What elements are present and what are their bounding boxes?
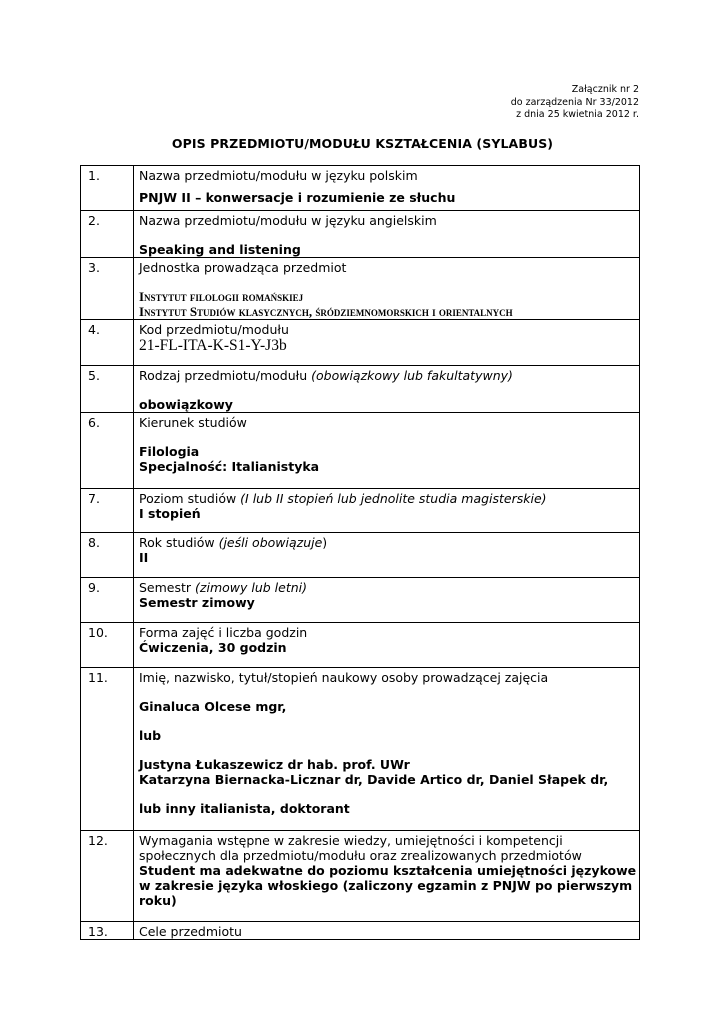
row-content [134,413,640,489]
row-number: 3. [81,258,134,320]
row-number: 13. [81,922,134,940]
row-number: 4. [81,320,134,366]
table-row [81,578,640,623]
attachment-note [511,84,639,122]
row-number: 5. [81,366,134,413]
row-content [134,489,640,533]
field-value: Justyna Łukaszewicz dr hab. prof. UWr [139,757,410,772]
field-label: Poziom studiów (I lub II stopień lub jednolite studia magisterskie) [139,491,547,506]
field-value: Speaking and listening [139,242,301,257]
table-row [81,533,640,578]
field-value: Semestr zimowy [139,595,255,610]
field-label: Kod przedmiotu/modułu [139,322,289,337]
field-value: Filologia [139,444,200,459]
table-row [81,922,640,940]
attachment-line-1: Załącznik nr 2 [571,84,639,95]
table-row [81,258,640,320]
field-label: Jednostka prowadząca przedmiot [139,260,347,275]
syllabus-table [80,165,640,940]
row-number: 10. [81,623,134,668]
row-content [134,320,640,366]
row-number: 1. [81,166,134,211]
table-row [81,668,640,831]
table-row [81,366,640,413]
field-label: Nazwa przedmiotu/modułu w języku polskim [139,168,418,183]
row-content [134,623,640,668]
field-value: Specjalność: Italianistyka [139,459,320,474]
field-value: II [139,550,149,565]
attachment-line-3: z dnia 25 kwietnia 2012 r. [516,109,639,120]
field-label: Cele przedmiotu [139,924,242,939]
field-value: PNJW II – konwersacje i rozumienie ze słuchu [139,190,456,205]
row-number: 8. [81,533,134,578]
row-content [134,668,640,831]
row-content [134,533,640,578]
field-value: Katarzyna Biernacka-Licznar dr, Davide Artico dr, Daniel Słapek dr, [139,772,609,787]
field-value: lub inny italianista, doktorant [139,801,350,816]
row-number: 12. [81,831,134,922]
table-row [81,320,640,366]
field-label: Semestr (zimowy lub letni) [139,580,308,595]
field-label: Wymagania wstępne w zakresie wiedzy, umiejętności i kompetencji społecznych dla przedmiotu/modułu oraz zrealizowanych przedmiotów [139,833,582,863]
row-number: 2. [81,211,134,258]
field-label: Nazwa przedmiotu/modułu w języku angielskim [139,213,437,228]
row-content [134,166,640,211]
table-row [81,166,640,211]
field-value: I stopień [139,506,201,521]
field-value: Instytut Studiów klasycznych, śródziemnomorskich i orientalnych [139,304,513,319]
row-content [134,366,640,413]
row-content [134,922,640,940]
field-label: Kierunek studiów [139,415,247,430]
field-value: obowiązkowy [139,397,233,412]
field-label: Rok studiów (jeśli obowiązuje) [139,535,328,550]
table-row [81,489,640,533]
document-title: OPIS PRZEDMIOTU/MODUŁU KSZTAŁCENIA (SYLABUS) [171,136,554,151]
row-content [134,211,640,258]
row-content [134,578,640,623]
field-value: lub [139,728,162,743]
field-value: Ćwiczenia, 30 godzin [139,640,287,655]
table-row [81,831,640,922]
row-number: 9. [81,578,134,623]
field-value: 21-FL-ITA-K-S1-Y-J3b [139,337,287,354]
field-value: Student ma adekwatne do poziomu kształcenia umiejętności językowe w zakresie języka włoskiego (zaliczony egzamin z PNJW po pierwszym roku) [139,863,637,908]
table-row [81,623,640,668]
field-label: Forma zajęć i liczba godzin [139,625,308,640]
field-value: Ginaluca Olcese mgr, [139,699,287,714]
field-label: Rodzaj przedmiotu/modułu (obowiązkowy lub fakultatywny) [139,368,513,383]
row-number: 6. [81,413,134,489]
field-value: Instytut filologii romańskiej [139,289,304,304]
row-content [134,831,640,922]
row-content [134,258,640,320]
table-row [81,211,640,258]
table-row [81,413,640,489]
attachment-line-2: do zarządzenia Nr 33/2012 [510,96,639,108]
field-label: Imię, nazwisko, tytuł/stopień naukowy osoby prowadzącej zajęcia [139,670,549,685]
row-number: 7. [81,489,134,533]
row-number: 11. [81,668,134,831]
